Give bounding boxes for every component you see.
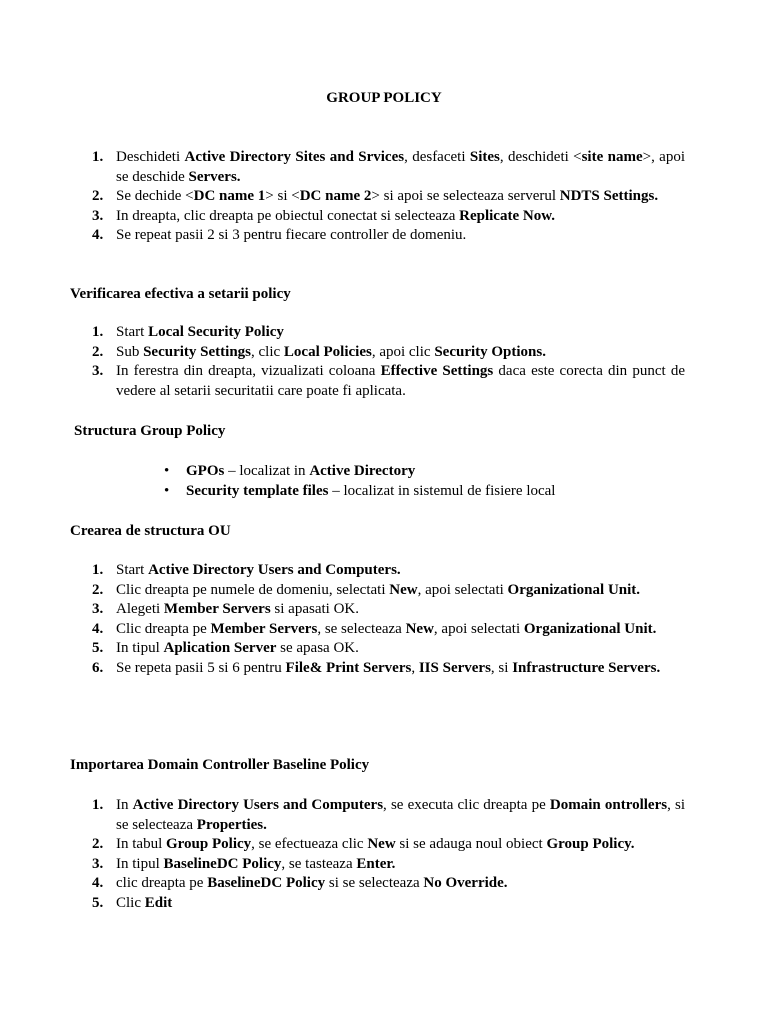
step-item	[70, 323, 685, 343]
bold-text: GPOs	[186, 463, 225, 479]
text-run: , si	[490, 659, 513, 676]
text-run: , apoi selectati	[417, 581, 508, 598]
bullet-item	[160, 461, 720, 481]
step-number: 5.	[92, 640, 104, 656]
bold-text: New	[405, 620, 434, 637]
bold-text: Active Directory Users and Computers	[132, 797, 384, 813]
text-run: Se repeat pasii 2 si 3 pentru fiecare controller de domeniu.	[116, 227, 467, 243]
bold-text: Local Security Policy	[148, 324, 284, 340]
step-number: 1.	[92, 797, 104, 813]
text-run: , se efectueaza clic	[251, 836, 368, 852]
bold-text: Security Settings	[143, 343, 252, 360]
step-number: 2.	[92, 188, 104, 204]
text-run: >, apoi se deschide	[116, 149, 685, 185]
text-run: , se executa clic dreapta pe	[383, 797, 550, 813]
text-run: , apoi clic	[371, 343, 435, 360]
bold-text: Security Options.	[434, 343, 546, 360]
step-number: 2.	[92, 581, 104, 598]
bold-text: Local Policies	[283, 343, 372, 360]
step-item	[70, 659, 685, 679]
step-item	[70, 620, 685, 640]
text-run: , se tasteaza	[281, 855, 357, 872]
step-number: 3.	[92, 855, 104, 872]
bold-text: Security template files	[186, 483, 329, 499]
step-item	[70, 600, 685, 620]
bold-text: DC name 2	[299, 188, 372, 204]
bold-text: Servers.	[188, 168, 241, 185]
text-run: In	[116, 797, 133, 813]
text-run: si se selecteaza	[325, 875, 424, 891]
step-number: 1.	[92, 324, 104, 340]
text-run: In ferestra din dreapta, vizualizati coloana	[116, 363, 381, 379]
step-number: 1.	[92, 562, 104, 578]
bold-text: Replicate Now.	[459, 207, 555, 224]
bold-text: Active Directory	[309, 463, 416, 479]
step-item	[70, 207, 685, 227]
text-run: se apasa OK.	[276, 640, 359, 656]
heading-crearea: Crearea de structura OU	[70, 523, 231, 539]
text-run: In tipul	[116, 855, 164, 872]
text-run: si se adauga noul obiect	[395, 836, 547, 852]
step-number: 4.	[92, 227, 104, 243]
heading-structura: Structura Group Policy	[74, 423, 226, 439]
step-number: 4.	[92, 620, 104, 637]
document-title: GROUP POLICY	[326, 90, 442, 106]
bold-text: Group Policy	[166, 836, 252, 852]
step-item	[70, 639, 685, 659]
bold-text: File& Print Servers	[285, 659, 412, 676]
section-sites-steps	[70, 148, 685, 246]
step-number: 3.	[92, 207, 104, 224]
bold-text: Group Policy.	[546, 836, 635, 852]
text-run: In tipul	[116, 640, 164, 656]
step-item	[70, 874, 685, 894]
bold-text: Active Directory Sites and Srvices	[184, 149, 405, 165]
step-number: 2.	[92, 343, 104, 360]
section-structura-bullets	[160, 461, 720, 501]
text-run: Start	[116, 324, 149, 340]
text-run: – localizat in	[224, 463, 310, 479]
text-run: > si apoi se selecteaza serverul	[371, 188, 560, 204]
text-run: , deschideti <	[499, 149, 582, 165]
step-item	[70, 187, 685, 207]
bold-text: New	[389, 581, 418, 598]
bold-text: New	[367, 836, 396, 852]
text-run: , desfaceti	[404, 149, 470, 165]
step-number: 3.	[92, 363, 104, 379]
bold-text: Effective Settings	[380, 363, 494, 379]
text-run: In dreapta, clic dreapta pe obiectul conectat si selecteaza	[116, 207, 460, 224]
step-number: 1.	[92, 149, 104, 165]
section-verificarea-steps	[70, 323, 685, 401]
bold-text: Infrastructure Servers.	[512, 659, 661, 676]
bold-text: DC name 1	[193, 188, 266, 204]
text-run: Alegeti	[116, 601, 164, 617]
bold-text: Member Servers	[210, 620, 318, 637]
text-run: Clic dreapta pe numele de domeniu, selectati	[116, 581, 390, 598]
bold-text: Organizational Unit.	[523, 620, 657, 637]
text-run: , se selecteaza	[317, 620, 406, 637]
step-item	[70, 835, 685, 855]
step-number: 3.	[92, 601, 104, 617]
step-number: 4.	[92, 875, 104, 891]
bold-text: No Override.	[423, 875, 508, 891]
bold-text: Edit	[144, 894, 173, 911]
bold-text: NDTS Settings.	[559, 188, 659, 204]
bold-text: Enter.	[356, 855, 396, 872]
step-item	[70, 362, 685, 401]
step-number: 6.	[92, 659, 104, 676]
bold-text: Domain ontrollers	[549, 797, 668, 813]
step-item	[70, 855, 685, 875]
text-run: ,	[411, 659, 419, 676]
bold-text: Organizational Unit.	[507, 581, 641, 598]
text-run: si apasati OK.	[270, 601, 359, 617]
text-run: Clic	[116, 894, 145, 911]
heading-verificarea: Verificarea efectiva a setarii policy	[70, 286, 291, 302]
text-run: Deschideti	[116, 149, 185, 165]
section-importarea-steps	[70, 796, 685, 913]
text-run: daca este corecta din punct de vedere al setarii securitatii care poate fi aplicata.	[116, 363, 685, 399]
bullet-dot-icon: •	[164, 483, 170, 499]
bold-text: site name	[581, 149, 643, 165]
text-run: clic dreapta pe	[116, 875, 208, 891]
section-crearea-steps	[70, 561, 685, 678]
bold-text: Member Servers	[163, 601, 271, 617]
bold-text: IIS Servers	[418, 659, 491, 676]
bullet-dot-icon: •	[164, 463, 170, 479]
step-item	[70, 226, 685, 246]
text-run: , apoi selectati	[433, 620, 524, 637]
step-item	[70, 148, 685, 187]
text-run: > si <	[265, 188, 300, 204]
bold-text: Sites	[469, 149, 500, 165]
step-item	[70, 343, 685, 363]
text-run: , clic	[251, 343, 284, 360]
text-run: Se repeta pasii 5 si 6 pentru	[116, 659, 286, 676]
text-run: In tabul	[116, 836, 166, 852]
text-run: – localizat in sistemul de fisiere local	[328, 483, 556, 499]
heading-importarea: Importarea Domain Controller Baseline Policy	[70, 757, 370, 773]
bold-text: Aplication Server	[163, 640, 277, 656]
text-run: Sub	[116, 343, 144, 360]
step-item	[70, 561, 685, 581]
text-run: Se dechide <	[116, 188, 194, 204]
bullet-item	[160, 481, 720, 501]
step-number: 5.	[92, 894, 104, 911]
text-run: Clic dreapta pe	[116, 620, 211, 637]
bold-text: BaselineDC Policy	[207, 875, 326, 891]
text-run: Start	[116, 562, 149, 578]
step-item	[70, 796, 685, 835]
bold-text: BaselineDC Policy	[163, 855, 282, 872]
text-run: , si se selecteaza	[116, 797, 685, 833]
bold-text: Properties.	[196, 816, 267, 833]
step-item	[70, 581, 685, 601]
step-item	[70, 894, 685, 914]
bold-text: Active Directory Users and Computers.	[148, 562, 401, 578]
step-number: 2.	[92, 836, 104, 852]
